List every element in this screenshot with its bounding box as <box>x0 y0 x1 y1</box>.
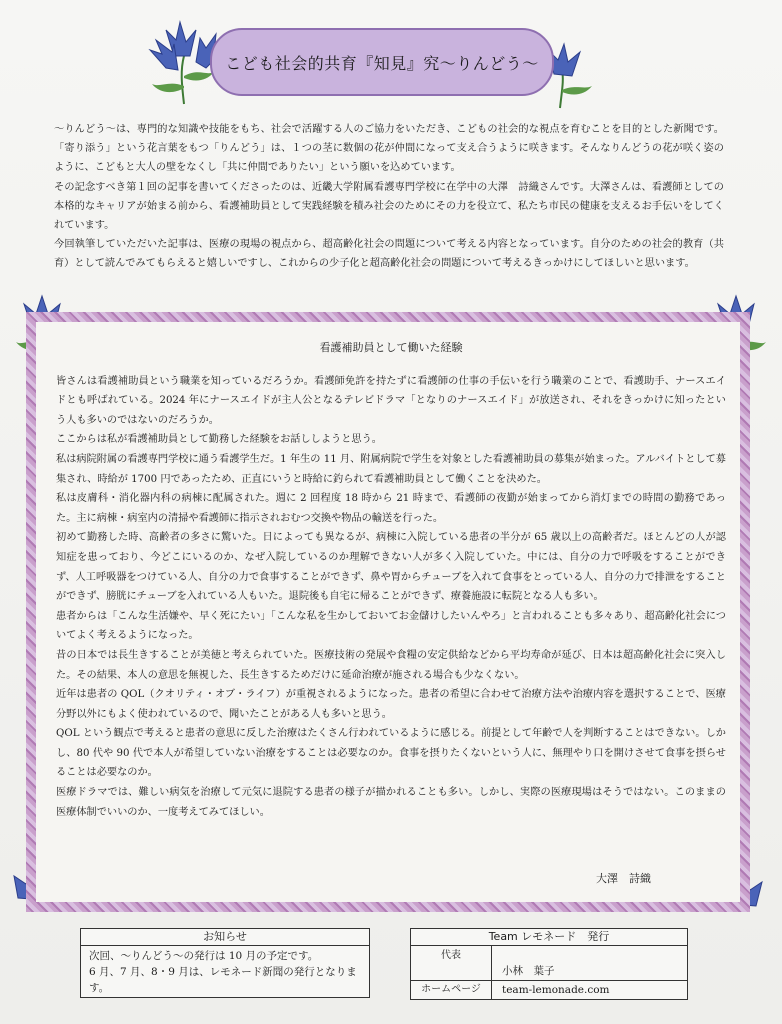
intro-paragraph: 今回執筆していただいた記事は、医療の現場の視点から、超高齢化社会の問題について考える内容となっています。自分のための社会的教育（共育）として読んでみてもらえると嬉しいですし、これからの少子化と超高齢化社会の問題について考えるきっかけにしてほしいと思います。 <box>54 239 724 270</box>
article-paragraph: 私は皮膚科・消化器内科の病棟に配属された。週に 2 回程度 18 時から 21 時まで、看護師の夜勤が始まってから消灯までの時間の勤務であった。主に病棟・病室内の清掃や看護師に指示されおむつ交換や物品の輸送を行った。 <box>56 493 726 524</box>
article-paragraph: 皆さんは看護補助員という職業を知っているだろうか。看護師免許を持たずに看護師の仕事の手伝いを行う職業のことで、看護助手、ナースエイドとも呼ばれている。2024 年にナースエイドが主人公となるテレビドラマ「となりのナースエイド」が放送され、それをきっかけに知ったという人も多いのではないのだろうか。 <box>56 375 726 426</box>
representative-name: 小林 葉子 <box>502 965 555 977</box>
article-section <box>56 332 726 822</box>
notice-line: 次回、～りんどう～の発行は 10 月の予定です。 <box>89 950 319 962</box>
homepage-label: ホームページ <box>411 981 492 999</box>
representative-row <box>411 946 687 981</box>
homepage-link[interactable]: team-lemonade.com <box>502 984 610 996</box>
article-paragraph: QOL という観点で考えると患者の意思に反した治療はたくさん行われているように感じる。前提として年齢で人を判断することはできない。しかし、80 代や 90 代で本人が希望していない治療をすることは必要なのか。食事を摂りたくないという人に、無理やり口を開けさせて食事を摂らせることは必要なのか。 <box>56 728 726 779</box>
article-title: 看護補助員として働いた経験 <box>319 341 463 354</box>
publisher-box <box>410 928 688 1000</box>
intro-section <box>54 120 724 274</box>
article-paragraph: 医療ドラマでは、難しい病気を治療して元気に退院する患者の様子が描かれることも多い。しかし、実際の医療現場はそうではない。このままの医療体制でいいのか、一度考えてみてほしい。 <box>56 787 726 818</box>
article-paragraph: 私は病院附属の看護専門学校に通う看護学生だ。1 年生の 11 月、附属病院で学生を対象とした看護補助員の募集が始まった。アルバイトとして募集され、時給が 1700 円であったため、正直にいうと時給に釣られて看護補助員として働くことを決めた。 <box>56 453 726 485</box>
article-author: 大澤 詩織 <box>596 872 651 885</box>
title-banner <box>210 28 554 96</box>
article-paragraph: 患者からは「こんな生活嫌や、早く死にたい」「こんな私を生かしておいてお金儲けしたいんやろ」と言われることも多々あり、超高齢化社会についてよく考えるようになった。 <box>56 610 726 642</box>
article-paragraph: 昔の日本では長生きすることが美徳と考えられていた。医療技術の発展や食糧の安定供給などから平均寿命が延び、日本は超高齢化社会に突入した。その結果、本人の意思を無視した、長生きするためだけに延命治療が施される場合も少なくない。 <box>56 649 726 681</box>
notice-line: 6 月、7 月、8・9 月は、レモネード新聞の発行となります。 <box>89 966 357 994</box>
intro-paragraph: ～りんどう～は、専門的な知識や技能をもち、社会で活躍する人のご協力をいただき、こどもの社会的な視点を育むことを目的とした新聞です。「寄り添う」という花言葉をもつ「りんどう」は、１つの茎に数個の花が仲間になって支え合うように咲きます。そんなりんどうの花が咲く姿のように、こどもと大人の壁をなくし「共に仲間でありたい」という願いを込めています。 <box>54 124 724 174</box>
homepage-row <box>411 981 687 999</box>
notice-box <box>80 928 370 998</box>
article-paragraph: ここからは私が看護補助員として勤務した経験をお話ししようと思う。 <box>56 434 382 446</box>
notice-body <box>81 946 369 996</box>
intro-paragraph: その記念すべき第１回の記事を書いてくださったのは、近畿大学附属看護専門学校に在学中の大澤 詩織さんです。大澤さんは、看護師としての本格的なキャリアが始まる前から、看護補助員として実践経験を積み社会のためにその力を役立て、私たち市民の健康を支えるお手伝いをしてくれています。 <box>54 181 724 232</box>
publisher-heading: Team レモネード 発行 <box>411 929 687 946</box>
notice-heading: お知らせ <box>81 929 369 946</box>
representative-label: 代表 <box>411 946 492 980</box>
article-paragraph: 近年は患者の QOL（クオリティ・オブ・ライフ）が重視されるようになった。患者の希望に合わせて治療方法や治療内容を選択することで、医療分野以外にもよく使われているので、聞いたことがある人も多いと思う。 <box>56 689 726 720</box>
article-paragraph: 初めて勤務した時、高齢者の多さに驚いた。日によっても異なるが、病棟に入院している患者の半分が 65 歳以上の高齢者だ。ほとんどの人が認知症を患っており、今どこにいるのか、なぜ入院しているのか理解できない人が多く入院していた。中には、自分の力で呼吸をすることができず、人工呼吸器をつけている人、自分の力で食事することができず、鼻や胃からチューブを入れて食事をとっている人、自分の力で排泄をすることができず、膀胱にチューブを入れている人もいた。退院後も自宅に帰ることができず、療養施設に転院となる人も多い。 <box>56 532 726 603</box>
page-title: こども社会的共育『知見』究～りんどう～ <box>225 53 539 73</box>
